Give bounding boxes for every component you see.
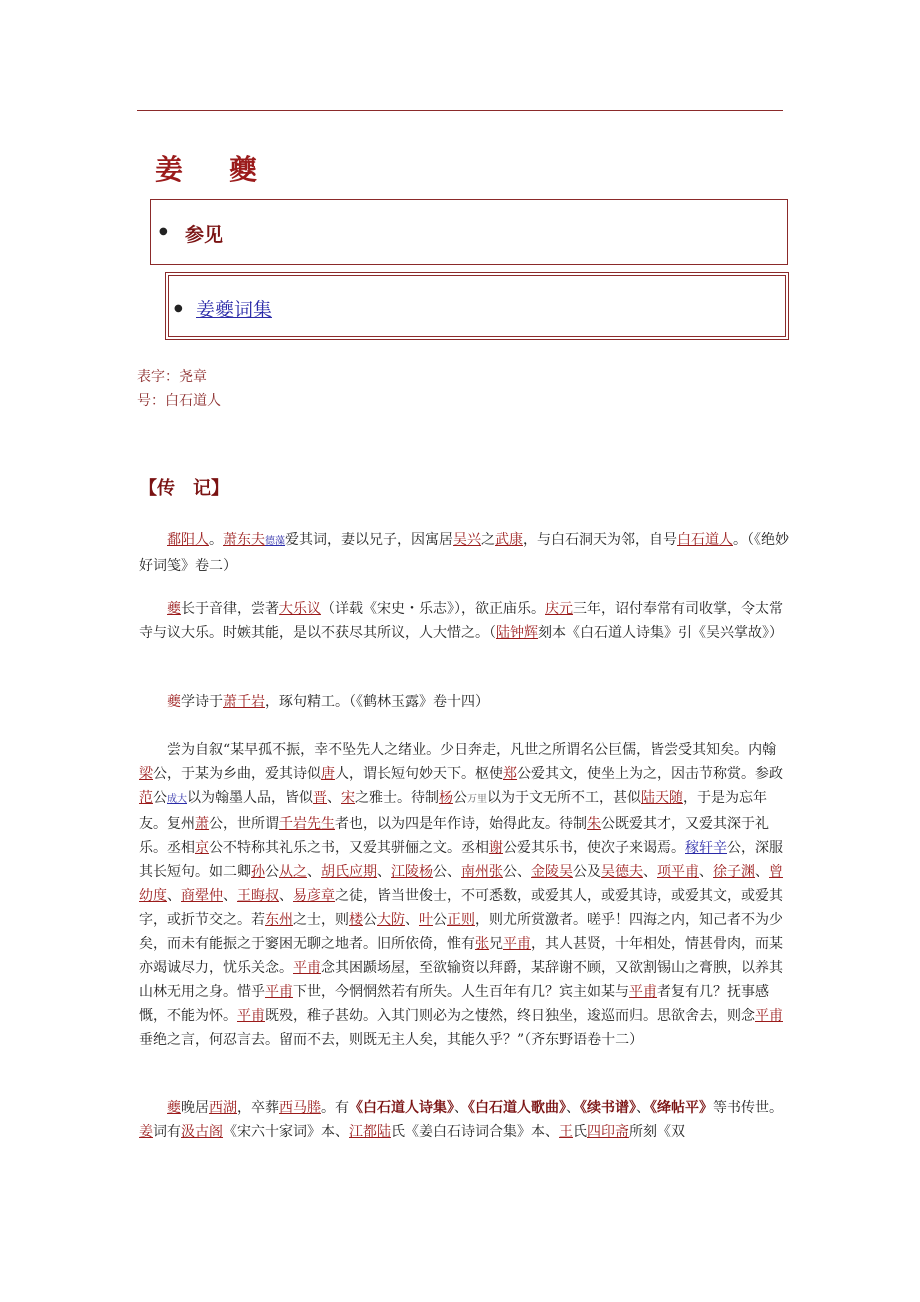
text-run: （详载《宋史・乐志》），欲正庙乐。 [321, 601, 545, 617]
text-run: ，与白石洞天为邻，自号 [523, 532, 677, 548]
text-run: 《宋六十家词》本、 [223, 1124, 349, 1140]
text-run: 以为于文无所不工，甚似 [487, 790, 641, 806]
name-link[interactable]: 易彦章 [293, 888, 335, 904]
text-run: 以为翰墨人品，皆似 [187, 790, 313, 806]
text-run: ，卒葬 [237, 1100, 279, 1116]
name-link[interactable]: 夔 [167, 601, 181, 617]
name-link[interactable]: 鄱阳人 [167, 532, 209, 548]
name-link[interactable]: 庆元 [545, 601, 573, 617]
annotation-text: 万里 [467, 794, 487, 805]
name-link[interactable]: 江陵杨 [391, 864, 433, 880]
annotation-link[interactable]: 成大 [167, 794, 187, 805]
name-link[interactable]: 平甫 [755, 1008, 783, 1024]
text-run: 既殁，稚子甚幼。入其门则必为之悽然，终日独坐，逡巡而归。思欲舍去，则念 [265, 1008, 755, 1024]
text-run: 者复有几？抚事感慨，不能为怀。 [139, 984, 769, 1024]
text-run: 兄 [489, 936, 503, 952]
book-title: 《续书谱》 [580, 1100, 636, 1116]
text-run: 长于音律，尝著 [181, 601, 279, 617]
name-link[interactable]: 叶 [419, 912, 433, 928]
text-run: 氏《姜白石诗词合集》本、 [391, 1124, 559, 1140]
text-run: 公、 [433, 864, 461, 880]
text-run: 、 [755, 864, 769, 880]
text-run: 、 [454, 1100, 468, 1116]
text-run: 、 [307, 864, 321, 880]
name-link[interactable]: 楼 [349, 912, 363, 928]
text-run: 公不特称其礼乐之书，又爱其骈俪之文。丞相 [209, 840, 489, 856]
name-link[interactable]: 姜 [139, 1124, 153, 1140]
text-run: 之徒，皆当世俊士，不可悉数，或爱其人，或爱其诗，或爱其文，或爱其字，或折节交之。若 [139, 888, 783, 928]
name-link[interactable]: 张 [475, 936, 489, 952]
text-run: 下世，今惘惘然若有所失。人生百年有几？宾主如某与 [293, 984, 629, 1000]
text-run: 。（《绝妙好词笺》卷二） [139, 532, 789, 574]
name-link[interactable]: 杨 [439, 790, 453, 806]
name-link[interactable]: 陆钟辉 [496, 625, 538, 641]
title-char-1: 姜 [155, 153, 186, 186]
text-run: 学诗于 [181, 694, 223, 710]
name-link[interactable]: 萧千岩 [223, 694, 265, 710]
biography-paragraph-3 [139, 690, 789, 714]
name-link[interactable]: 萧 [195, 816, 209, 832]
text-run: 公，于某为乡曲，爱其诗似 [153, 766, 321, 782]
text-run: 、 [327, 790, 341, 806]
name-link[interactable]: 夔 [167, 1100, 181, 1116]
text-run: 刻本《白石道人诗集》引《吴兴掌故》） [538, 625, 783, 641]
text-run: 词有 [153, 1124, 181, 1140]
name-link[interactable]: 商翚仲 [181, 888, 223, 904]
name-link[interactable]: 西湖 [209, 1100, 237, 1116]
text-run: 公 [363, 912, 377, 928]
name-link[interactable]: 从之 [279, 864, 307, 880]
text-run: 公爱其文，使坐上为之，因击节称赏。参政 [517, 766, 783, 782]
name-link[interactable]: 平甫 [503, 936, 531, 952]
text-run: 公爱其乐书，使次子来谒焉。 [503, 840, 685, 856]
book-title: 《白石道人歌曲》 [468, 1100, 566, 1116]
text-run: 之 [481, 532, 495, 548]
dashed-divider [151, 264, 787, 265]
text-run: ，琢句精工。（《鹤林玉露》卷十四） [265, 694, 489, 710]
name-link[interactable]: 平甫 [629, 984, 657, 1000]
name-link[interactable]: 王晦叔 [237, 888, 279, 904]
name-link[interactable]: 谢 [489, 840, 503, 856]
see-also-box [150, 199, 788, 265]
see-also-link-box [165, 272, 789, 340]
text-run: 、 [405, 912, 419, 928]
name-link[interactable]: 汲古阁 [181, 1124, 223, 1140]
name-link[interactable]: 金陵吴 [531, 864, 573, 880]
text-run: 公，深服其长短句。如二卿 [139, 840, 783, 880]
book-title: 《白石道人诗集》 [349, 1100, 454, 1116]
text-run: 公、 [503, 864, 531, 880]
courtesy-name: 表字：尧章 [137, 369, 207, 385]
biography-paragraph-4 [139, 738, 789, 1052]
name-link[interactable]: 梁 [139, 766, 153, 782]
text-run: 、 [223, 888, 237, 904]
name-link[interactable]: 吴兴 [453, 532, 481, 548]
see-also-label: 参见 [185, 224, 224, 246]
name-link[interactable]: 项平甫 [657, 864, 699, 880]
name-link[interactable]: 萧东夫 [223, 532, 265, 548]
name-link[interactable]: 京 [195, 840, 209, 856]
name-link[interactable]: 陆天随 [641, 790, 683, 806]
name-link[interactable]: 王 [559, 1124, 573, 1140]
name-link[interactable]: 千岩先生 [279, 816, 335, 832]
name-link[interactable]: 稼轩辛 [685, 840, 727, 856]
text-run: 公 [153, 790, 167, 806]
text-run: ，其人甚贤，十年相处，情甚骨肉，而某亦竭诚尽力，忧乐关念。 [139, 936, 783, 976]
text-run: ，于是为忘年友。复州 [139, 790, 767, 832]
name-link[interactable]: 平甫 [293, 960, 321, 976]
text-run: 、 [566, 1100, 580, 1116]
page-title [155, 148, 259, 188]
text-run: 、 [279, 888, 293, 904]
name-link[interactable]: 徐子渊 [713, 864, 755, 880]
biography-paragraph-5 [139, 1096, 789, 1144]
name-link[interactable]: 武康 [495, 532, 523, 548]
text-run: 之士，则 [293, 912, 349, 928]
text-run: 。 [209, 532, 223, 548]
text-run: 公既爱其才，又爱其深于礼乐。丞相 [139, 816, 769, 856]
bullet-icon: ● [159, 226, 168, 237]
name-link[interactable]: 大防 [377, 912, 405, 928]
alias-name: 号：白石道人 [137, 393, 221, 409]
biography-paragraph-1 [139, 528, 789, 578]
text-run: 者也，以为四是年作诗，始得此友。待制 [335, 816, 587, 832]
name-link[interactable]: 白石道人 [677, 532, 733, 548]
name-link[interactable]: 郑 [503, 766, 517, 782]
name-link[interactable]: 平甫 [265, 984, 293, 1000]
name-link[interactable]: 晋 [313, 790, 327, 806]
text-run: 、 [643, 864, 657, 880]
name-link[interactable]: 吴德夫 [601, 864, 643, 880]
text-run: 念其困踬场屋，至欲输资以拜爵，某辞谢不顾，又欲割锡山之膏腴，以养其山林无用之身。惜乎 [139, 960, 783, 1000]
name-link[interactable]: 南州张 [461, 864, 503, 880]
top-rule [137, 110, 783, 111]
text-run: 氏 [573, 1124, 587, 1140]
text-run: 。有 [321, 1100, 349, 1116]
name-link[interactable]: 正则 [447, 912, 475, 928]
name-link[interactable]: 孙 [251, 864, 265, 880]
text-run: 晚居 [181, 1100, 209, 1116]
name-link[interactable]: 朱 [587, 816, 601, 832]
name-link[interactable]: 四印斋 [587, 1124, 629, 1140]
text-run: 公，世所谓 [209, 816, 279, 832]
name-link[interactable]: 西马塍 [279, 1100, 321, 1116]
text-run: 公 [265, 864, 279, 880]
text-run: 爱其词，妻以兄子，因寓居 [285, 532, 453, 548]
text-run: ，则尤所赏激者。嗟乎！四海之内，知己者不为少矣，而未有能振之于窭困无聊之地者。旧所依倚，惟有 [139, 912, 783, 952]
text-run: 之雅士。待制 [355, 790, 439, 806]
text-run: 公 [433, 912, 447, 928]
name-text: 夔 [167, 694, 181, 710]
biography-paragraph-2 [139, 597, 789, 645]
name-link[interactable]: 平甫 [237, 1008, 265, 1024]
text-run: 、 [377, 864, 391, 880]
ci-collection-link[interactable]: 姜夔词集 [196, 299, 273, 321]
name-link[interactable]: 胡氏应期 [321, 864, 377, 880]
name-link[interactable]: 曾幼度 [139, 864, 783, 904]
text-run: 、 [167, 888, 181, 904]
title-char-2: 夔 [229, 153, 260, 186]
text-run: 所刻《双 [629, 1124, 685, 1140]
name-link[interactable]: 唐 [321, 766, 335, 782]
name-link[interactable]: 江都陆 [349, 1124, 391, 1140]
text-run: 、 [699, 864, 713, 880]
text-run: 三年，诏付奉常有司收掌，令太常寺与议大乐。时嫉其能，是以不获尽其所议，人大惜之。（ [139, 601, 783, 641]
bullet-icon: ● [174, 303, 183, 314]
name-link[interactable]: 宋 [341, 790, 355, 806]
name-link[interactable]: 范 [139, 790, 153, 806]
name-link[interactable]: 大乐议 [279, 601, 321, 617]
book-title: 《绛帖平》 [650, 1100, 713, 1116]
biography-heading: 【传 记】 [139, 478, 229, 499]
text-run: 等书传世。 [713, 1100, 783, 1116]
text-run: 公及 [573, 864, 601, 880]
text-run: 尝为自叙“某早孤不振，幸不坠先人之绪业。少日奔走，凡世之所谓名公巨儒，皆尝受其知矣。内翰 [167, 742, 777, 758]
annotation-link[interactable]: 德藻 [265, 536, 285, 547]
text-run: 、 [636, 1100, 650, 1116]
text-run: 人，谓长短句妙天下。枢使 [335, 766, 503, 782]
text-run: 垂绝之言，何忍言去。留而不去，则既无主人矣，其能久乎？”（齐东野语卷十二） [139, 1032, 644, 1048]
name-link[interactable]: 东州 [265, 912, 293, 928]
text-run: 公 [453, 790, 467, 806]
